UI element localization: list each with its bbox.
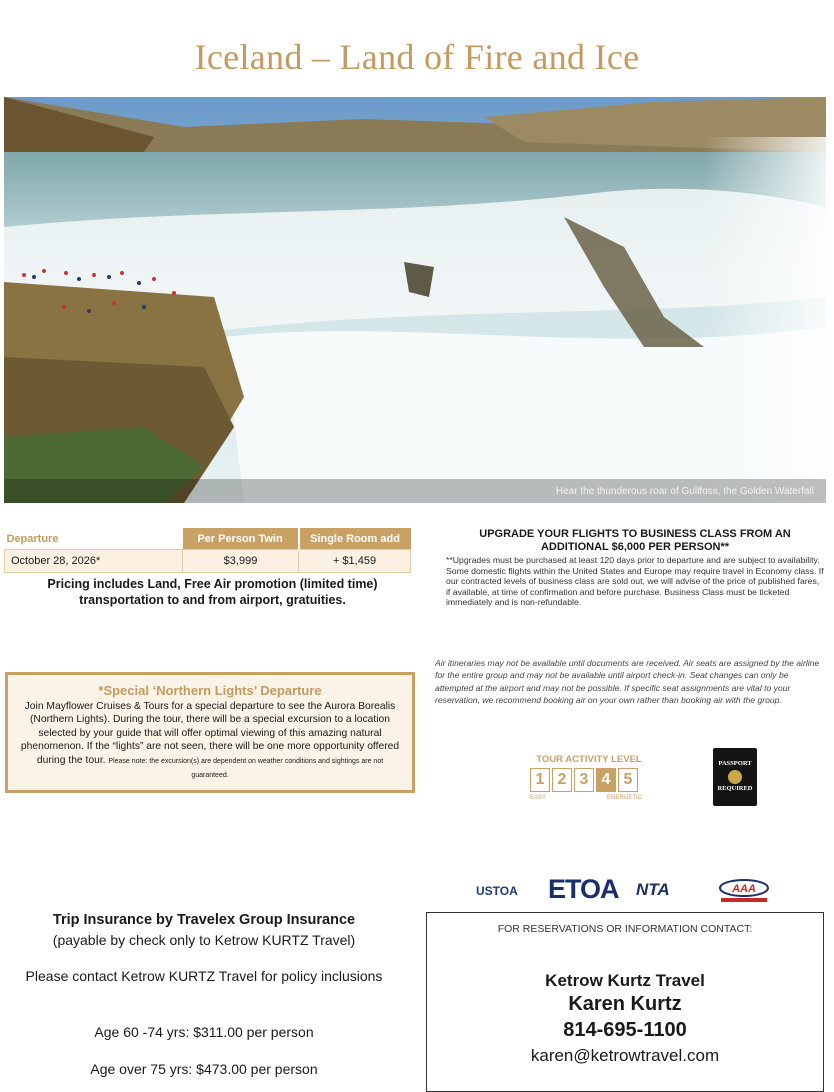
passport-label: PASSPORT: [718, 760, 752, 767]
passport-seal-icon: [728, 770, 742, 784]
departure-date: October 28, 2026*: [5, 550, 183, 573]
activity-easy-label: EASY: [530, 795, 547, 801]
contact-box: [426, 912, 824, 1092]
table-row: [5, 550, 411, 573]
passport-required-badge: [713, 748, 757, 806]
pricing-header-departure: Departure: [5, 528, 183, 550]
air-itinerary-note: Air itineraries may not be available until documents are received. Air seats are assigned by the airline for the entire group and may not be available until airport check-in. Seat changes can only be attempted at the airport and may not be possible. If specific seat assignments are vital to your reservation, we recommend booking air on your own rather than booking air with the group.: [435, 658, 820, 706]
activity-level-scale: [530, 768, 638, 792]
hero-image-gullfoss: [4, 97, 826, 503]
activity-level-1: 1: [530, 768, 550, 792]
northern-lights-title: *Special ‘Northern Lights’ Departure: [98, 683, 322, 698]
contact-email[interactable]: karen@ketrowtravel.com: [530, 1046, 720, 1065]
pricing-includes: Pricing includes Land, Free Air promotion (limited time) transportation to and from airport, gratuities.: [47, 577, 378, 607]
hero-caption: Hear the thunderous roar of Gullfoss, the Golden Waterfall: [555, 486, 814, 497]
upgrade-note: **Upgrades must be purchased at least 120 days prior to departure and are subject to availability. Some domestic flights within the United States and Europe may require travel in Economy class. If our contracted levels of business class are sold out, we will advise of the price of published fares, if available, at time of confirmation and before purchase. Business Class must be ticketed immediately and is non-refundable.: [446, 555, 824, 608]
twin-price: $3,999: [183, 550, 299, 573]
insurance-subtitle: (payable by check only to Ketrow KURTZ Travel): [52, 932, 356, 948]
insurance-age-over-75: Age over 75 yrs: $473.00 per person: [90, 1061, 318, 1077]
etoa-logo: ETOA: [548, 874, 619, 904]
activity-level-label: TOUR ACTIVITY LEVEL: [536, 754, 642, 765]
contact-name: Karen Kurtz: [568, 993, 682, 1015]
pricing-header-single: Single Room add: [299, 528, 411, 550]
contact-phone[interactable]: 814-695-1100: [563, 1019, 687, 1041]
upgrade-title: UPGRADE YOUR FLIGHTS TO BUSINESS CLASS FROM AN ADDITIONAL $6,000 PER PERSON**: [479, 528, 791, 553]
insurance-title: Trip Insurance by Travelex Group Insurance: [52, 912, 356, 928]
pricing-table: [4, 528, 411, 573]
northern-lights-fine-print: Please note: the excursion(s) are dependent on weather conditions and sightings are not guaranteed.: [108, 757, 384, 780]
pricing-header-twin: Per Person Twin: [183, 528, 299, 550]
activity-level-3: 3: [574, 768, 594, 792]
ustoa-logo: USTOA: [476, 884, 518, 898]
northern-lights-body: [18, 700, 402, 782]
page-title: Iceland – Land of Fire and Ice: [194, 37, 640, 77]
activity-level-5: 5: [618, 768, 638, 792]
activity-level-4-selected: 4: [596, 768, 616, 792]
insurance-contact-note: Please contact Ketrow KURTZ Travel for policy inclusions: [25, 968, 383, 984]
activity-energetic-label: ENERGETIC: [607, 795, 643, 801]
contact-agency: Ketrow Kurtz Travel: [545, 971, 705, 990]
northern-lights-box: [5, 672, 415, 793]
nta-logo: NTA: [636, 880, 670, 899]
contact-heading: FOR RESERVATIONS OR INFORMATION CONTACT:: [497, 923, 753, 935]
passport-required-label: REQUIRED: [717, 785, 753, 792]
svg-text:AAA: AAA: [732, 883, 756, 895]
northern-lights-text: Join Mayflower Cruises & Tours for a special departure to see the Aurora Borealis (Northern Lights). During the tour, there will be a special excursion to a location selected by your guide that will offer optimal viewing of this amazing natural phenomenon. If the “lights” are not seen, there will be one more opportunity offered during the tour.: [20, 701, 400, 766]
aaa-logo: [717, 878, 771, 904]
single-add-price: + $1,459: [299, 550, 411, 573]
activity-level-2: 2: [552, 768, 572, 792]
insurance-age-60-74: Age 60 -74 yrs: $311.00 per person: [94, 1024, 314, 1040]
